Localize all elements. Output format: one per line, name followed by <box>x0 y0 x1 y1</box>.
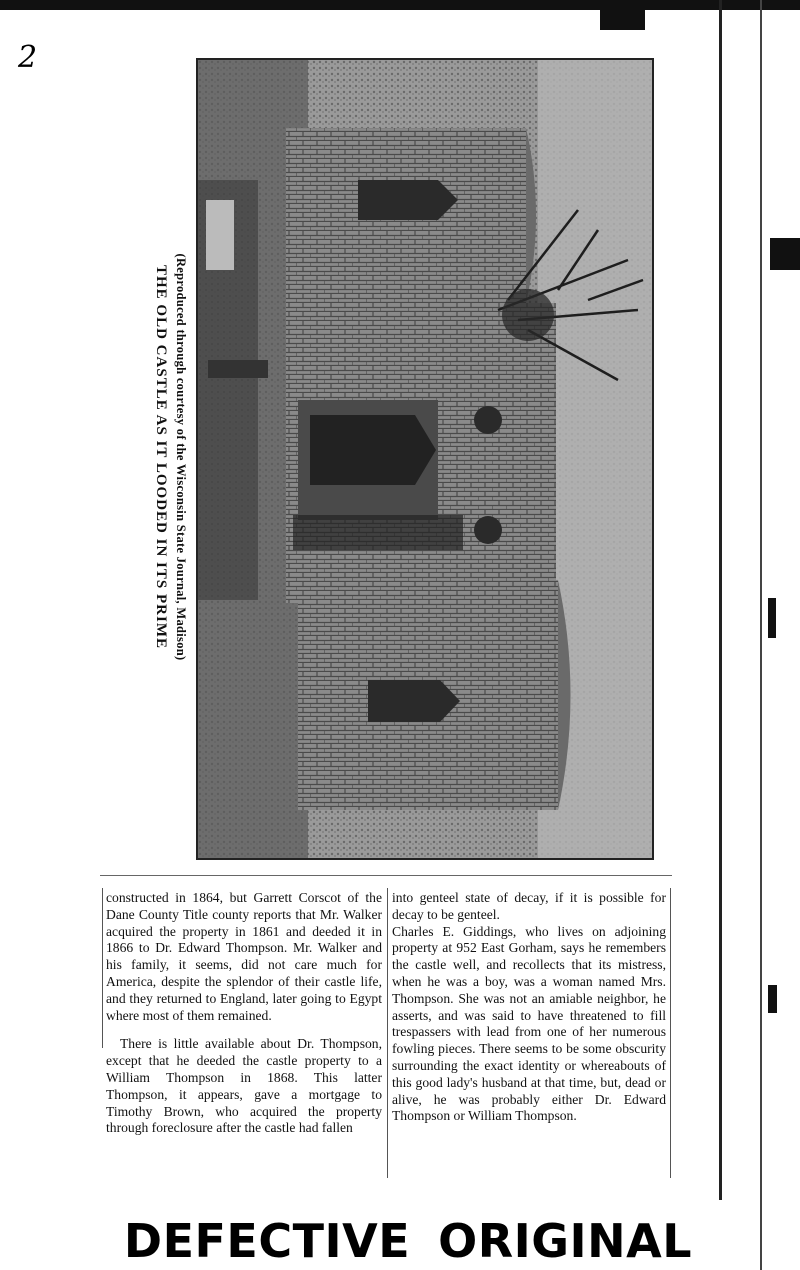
separator-rule <box>100 875 672 876</box>
stamp-word: DEFECTIVE <box>123 1214 411 1268</box>
page-number: 2 <box>18 40 38 75</box>
scan-top-edge <box>0 0 800 10</box>
photo-caption <box>148 58 192 856</box>
article-left-column <box>106 890 382 1137</box>
scan-corner-tab <box>600 0 645 30</box>
photo-title: THE OLD CASTLE AS IT LOODED IN ITS PRIME <box>153 265 169 649</box>
stamp-word: ORIGINAL <box>438 1214 693 1268</box>
column-rule <box>102 888 103 1048</box>
article-paragraph: into genteel state of decay, if it is possible for decay to be genteel. <box>392 890 666 922</box>
column-rule <box>670 888 671 1178</box>
article-paragraph: There is little available about Dr. Thompson, except that he deeded the castle property to a William Thompson in 1868. This latter Thompson, it appears, gave a mortgage to Timothy Brown, who acquired the property through foreclosure after the castle had fallen <box>106 1036 382 1136</box>
scan-blot <box>770 238 800 270</box>
photo-credit: (Reproduced through courtesy of the Wisconsin State Journal, Madison) <box>174 253 188 661</box>
article-paragraph: constructed in 1864, but Garrett Corscot of the Dane County Title county reports that Mr. Walker acquired the property in 1861 and deeded it in 1866 to Dr. Edward Thompson. Mr. Walker and his family, it seems, did not care much for America, despite the splendor of their castle life, and they returned to England, later going to Egypt where most of them remained. <box>106 890 382 1023</box>
article-paragraph: Charles E. Giddings, who lives on adjoining property at 952 East Gorham, says he remembers the castle well, and recollects that its mistress, when he was a boy, was a woman named Mrs. Thompson. She was not an amiable neighbor, he asserts, and was said to have threatened to fill trespassers with lead from one of her numerous fowling pieces. There seems to be some obscurity surrounding the exact identity or whereabouts of this good lady's husband at that time, but, dead or alive, he was probably either Dr. Edward Thompson or William Thompson. <box>392 923 666 1124</box>
article-right-column <box>392 890 666 1125</box>
scan-right-edge <box>760 0 762 1270</box>
scan-blot <box>768 598 776 638</box>
castle-photo <box>196 58 654 860</box>
defective-original-stamp <box>112 1212 704 1270</box>
column-divider <box>387 888 388 1178</box>
scan-blot <box>768 985 777 1013</box>
clipping-right-edge <box>719 0 722 1200</box>
